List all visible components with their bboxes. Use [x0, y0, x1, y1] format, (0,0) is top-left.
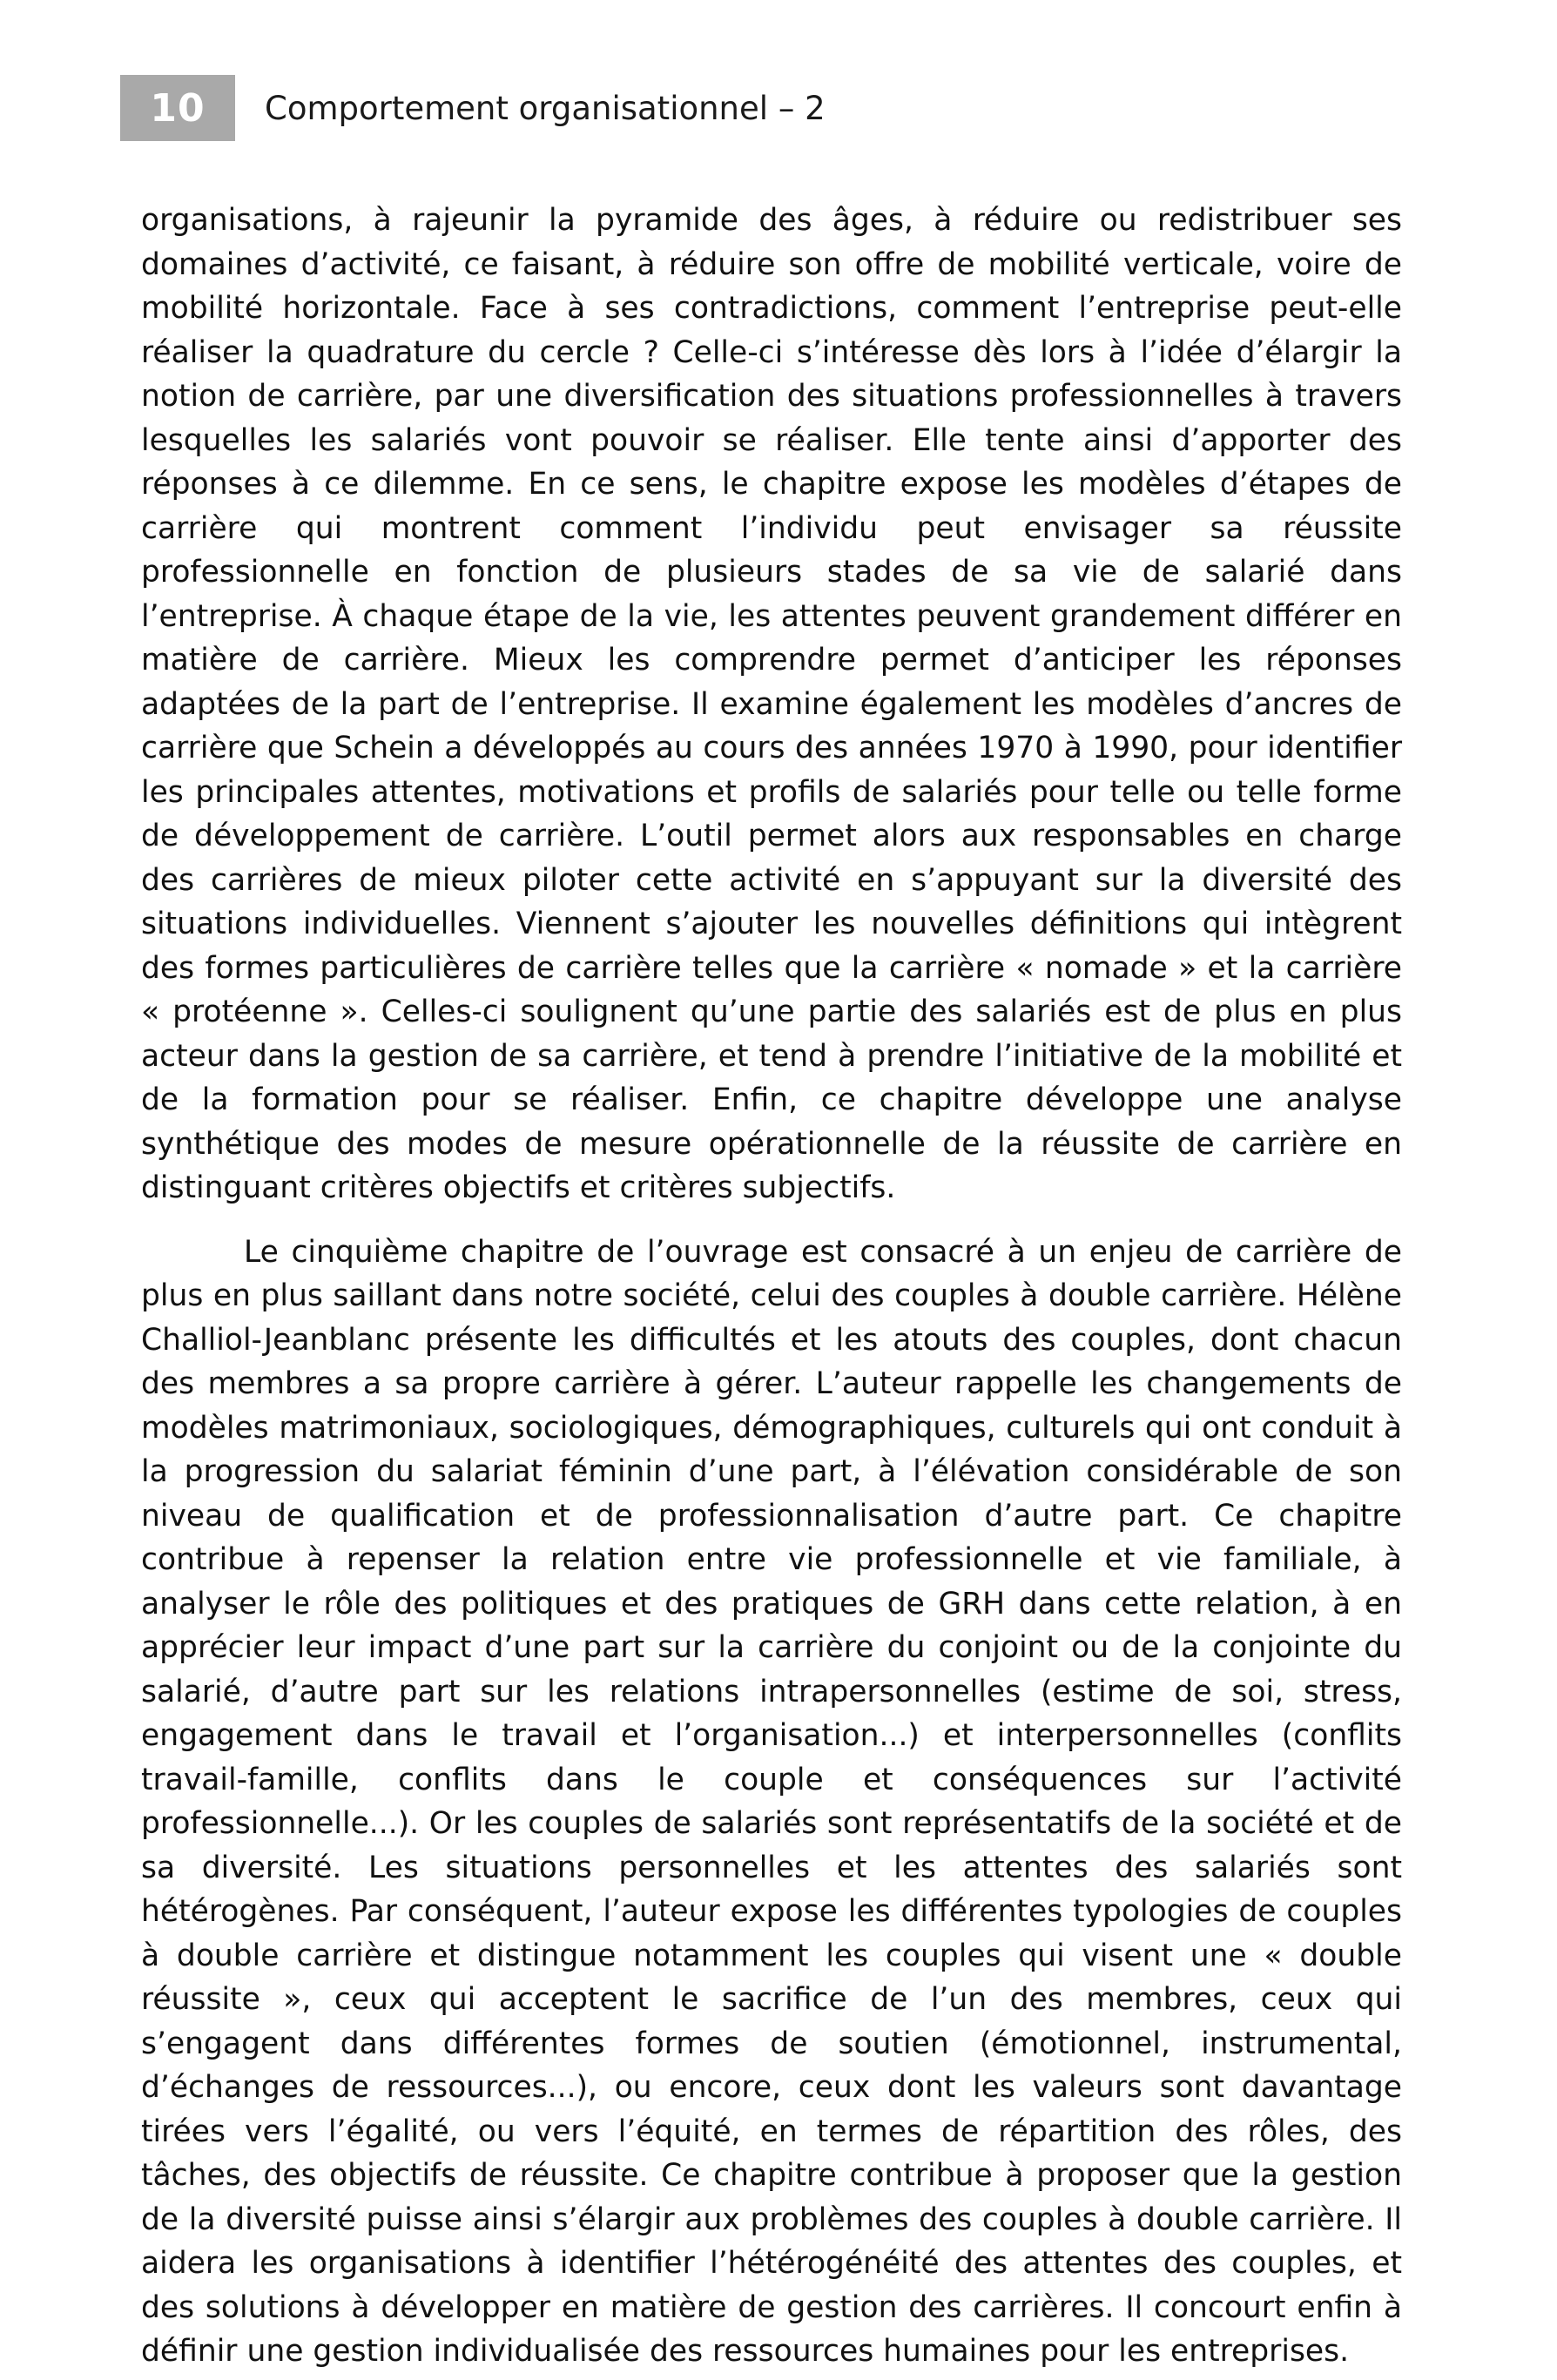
paragraph: Le cinquième chapitre de l’ouvrage est consacré à un enjeu de carrière de plus en plus saillant dans notre société, celui des couples à double carrière. Hélène Challiol-Jeanblanc présente les difficultés et les atouts des couples, dont chacun des membres a sa propre carrière à gérer. L’auteur rappelle les changements de modèles matrimoniaux, sociologiques, démographiques, culturels qui ont conduit à la progression du salariat féminin d’une part, à l’élévation considérable de son niveau de qualification et de professionnalisation d’autre part. Ce chapitre contribue à repenser la relation entre vie professionnelle et vie familiale, à analyser le rôle des politiques et des pratiques de GRH dans cette relation, à en apprécier leur impact d’une part sur la carrière du conjoint ou de la conjointe du salarié, d’autre part sur les relations intrapersonnelles (estime de soi, stress, engagement dans le travail et l’organisation...) et interpersonnelles (conflits travail-famille, conflits dans le couple et conséquences sur l’activité professionnelle...). Or les couples de salariés sont représentatifs de la société et de sa diversité. Les situations personnelles et les attentes des salariés sont hétérogènes. Par conséquent, l’auteur expose les différentes typologies de couples à double carrière et distingue notamment les couples qui visent une « double réussite », ceux qui acceptent le sacrifice de l’un des membres, ceux qui s’engagent dans différentes formes de soutien (émotionnel, instrumental, d’échanges de ressources...), ou encore, ceux dont les valeurs sont davantage tirées vers l’égalité, ou vers l’équité, en termes de répartition des rôles, des tâches, des objectifs de réussite. Ce chapitre contribue à proposer que la gestion de la diversité puisse ainsi s’élargir aux problèmes des couples à double carrière. Il aidera les organisations à identifier l’hétérogénéité des attentes des couples, et des solutions à développer en matière de gestion des carrières. Il concourt enfin à définir une gestion individualisée des ressources humaines pour les entreprises. — [141, 1234, 1402, 2369]
page-number: 10 — [120, 75, 235, 141]
page-header — [120, 75, 826, 141]
body-text — [141, 199, 1402, 2374]
running-title: Comportement organisationnel – 2 — [265, 89, 826, 127]
paragraph: organisations, à rajeunir la pyramide des âges, à réduire ou redistribuer ses domaines d’activité, ce faisant, à réduire son offre de mobilité verticale, voire de mobilité horizontale. Face à ses contradictions, comment l’entreprise peut-elle réaliser la quadrature du cercle ? Celle-ci s’intéresse dès lors à l’idée d’élargir la notion de carrière, par une diversification des situations professionnelles à travers lesquelles les salariés vont pouvoir se réaliser. Elle tente ainsi d’apporter des réponses à ce dilemme. En ce sens, le chapitre expose les modèles d’étapes de carrière qui montrent comment l’individu peut envisager sa réussite professionnelle en fonction de plusieurs stades de sa vie de salarié dans l’entreprise. À chaque étape de la vie, les attentes peuvent grandement différer en matière de carrière. Mieux les comprendre permet d’anticiper les réponses adaptées de la part de l’entreprise. Il examine également les modèles d’ancres de carrière que Schein a développés au cours des années 1970 à 1990, pour identifier les principales attentes, motivations et profils de salariés pour telle ou telle forme de développement de carrière. L’outil permet alors aux responsables en charge des carrières de mieux piloter cette activité en s’appuyant sur la diversité des situations individuelles. Viennent s’ajouter les nouvelles définitions qui intègrent des formes particulières de carrière telles que la carrière « nomade » et la carrière « protéenne ». Celles-ci soulignent qu’une partie des salariés est de plus en plus acteur dans la gestion de sa carrière, et tend à prendre l’initiative de la mobilité et de la formation pour se réaliser. Enfin, ce chapitre développe une analyse synthétique des modes de mesure opérationnelle de la réussite de carrière en distinguant critères objectifs et critères subjectifs. — [141, 203, 1402, 1205]
